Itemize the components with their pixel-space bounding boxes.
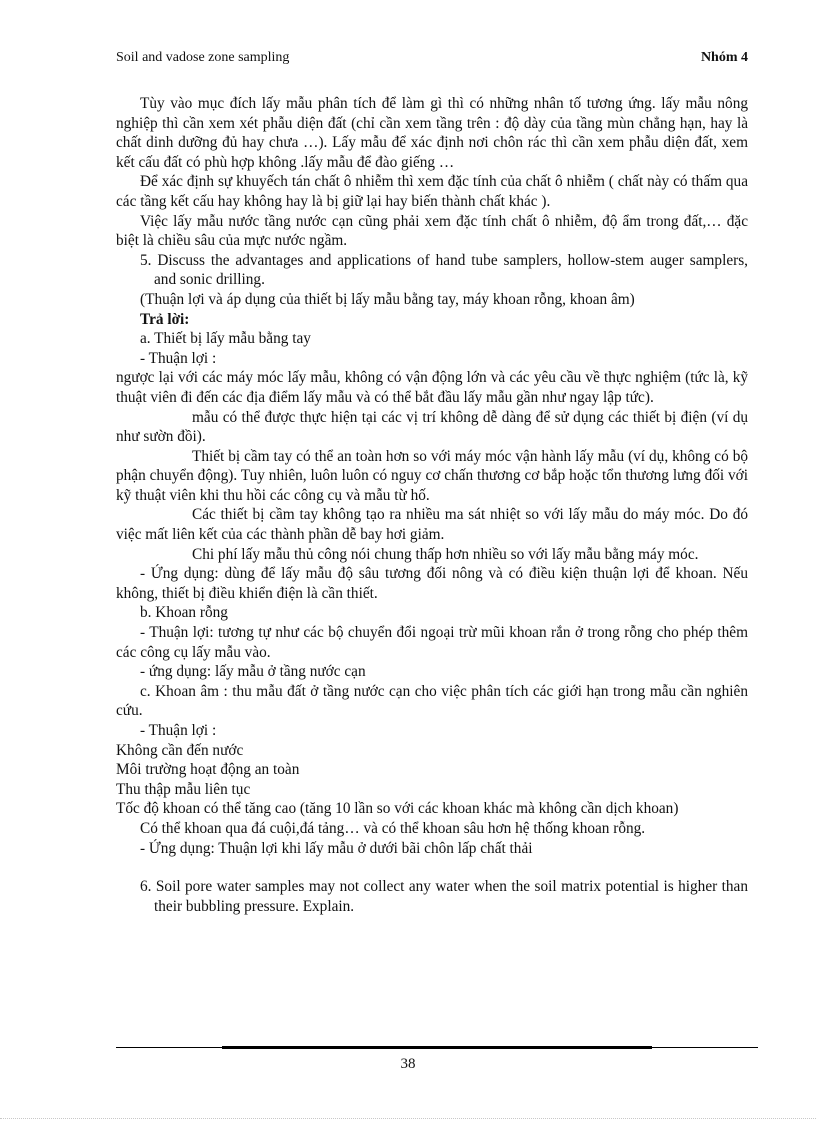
header-group-name: Nhóm 4	[700, 50, 748, 65]
list-item: Không cần đến nước	[116, 741, 244, 759]
list-item: Tốc độ khoan có thể tăng cao (tăng 10 lần so với các khoan khác mà không cần dịch khoan)	[116, 800, 679, 818]
paragraph: - ứng dụng: lấy mẫu ở tầng nước cạn	[140, 663, 366, 681]
advantages-label: - Thuận lợi :	[140, 722, 217, 739]
paragraph: Việc lấy mẫu nước tầng nước cạn cũng phải xem đặc tính chất ô nhiễm, độ ẩm trong đất,… đặc biệt là chiều sâu của mực nước ngầm.	[116, 212, 748, 250]
page-header	[116, 50, 748, 70]
paragraph: Các thiết bị cầm tay không tạo ra nhiều ma sát nhiệt so với lấy mẫu do máy móc. Do đó việc mất liên kết của các thành phần dễ bay hơi giảm.	[116, 506, 748, 544]
list-item: Thu thập mẫu liên tục	[116, 780, 251, 798]
page-number: 38	[400, 1056, 416, 1072]
spacer	[116, 858, 748, 877]
section-heading-b: b. Khoan rỗng	[140, 604, 228, 622]
section-heading-c: c. Khoan âm : thu mẫu đất ở tầng nước cạn cho việc phân tích các giới hạn trong mẫu cần nghiên cứu.	[116, 682, 748, 720]
paragraph: Thiết bị cầm tay có thể an toàn hơn so với máy móc vận hành lấy mẫu (ví dụ, không có bộ phận chuyển động). Tuy nhiên, luôn luôn có nguy cơ chấn thương cơ bắp hoặc tổn thương lưng đối với kỹ thuật viên khi thu hồi các công cụ và mẫu từ hố.	[116, 447, 748, 504]
paragraph: Chi phí lấy mẫu thủ công nói chung thấp hơn nhiều so với lấy mẫu bằng máy móc.	[192, 545, 699, 563]
paragraph: ngược lại với các máy móc lấy mẫu, không có vận động lớn và các yêu cầu về thực nghiệm (tức là, kỹ thuật viên đi đến các địa điểm lấy mẫu và có thể bắt đầu lấy mẫu gần như ngay lập tức).	[116, 369, 748, 406]
list-item: Có thể khoan qua đá cuội,đá tảng… và có thể khoan sâu hơn hệ thống khoan rỗng.	[140, 819, 646, 837]
section-heading-a: a. Thiết bị lấy mẫu bằng tay	[140, 330, 311, 348]
page-edge	[0, 1118, 816, 1119]
document-body	[116, 94, 748, 916]
paragraph: - Thuận lợi: tương tự như các bộ chuyển đổi ngoại trừ mũi khoan rắn ở trong rỗng cho phép thêm các công cụ lấy mẫu vào.	[116, 624, 748, 661]
question-6: 6. Soil pore water samples may not collect any water when the soil matrix potential is higher than their bubbling pressure. Explain.	[140, 878, 748, 915]
list-item: Môi trường hoạt động an toàn	[116, 761, 300, 779]
header-title: Soil and vadose zone sampling	[116, 50, 290, 65]
advantages-label: - Thuận lợi :	[140, 349, 217, 367]
paragraph: Tùy vào mục đích lấy mẫu phân tích để làm gì thì có những nhân tố tương ứng. lấy mẫu nông nghiệp thì cần xem xét phẫu diện đất (chỉ cần xem tầng trên : độ dày của tầng mùn chẳng hạn, hay là chất dinh dưỡng đủ hay chưa …). Lấy mẫu để xác định nơi chôn rác thì cần xem phẫu diện đất, xem kết cấu đất có phù hợp không .lấy mẫu để đào giếng …	[116, 95, 748, 171]
paragraph: Để xác định sự khuyếch tán chất ô nhiễm thì xem đặc tính của chất ô nhiễm ( chất này có thấm qua các tầng kết cấu hay không hay là bị giữ lại hay biến thành chất khác ).	[116, 173, 748, 210]
applications-paragraph: - Ứng dụng: dùng để lấy mẫu độ sâu tương đối nông và có điều kiện thuận lợi để khoan. Nếu không, thiết bị điều khiển điện là cần thiết.	[116, 565, 748, 602]
footer-rule-thick	[222, 1046, 652, 1049]
applications-paragraph: - Ứng dụng: Thuận lợi khi lấy mẫu ở dưới bãi chôn lấp chất thải	[140, 839, 533, 857]
question-5: 5. Discuss the advantages and applications of hand tube samplers, hollow-stem auger samplers, and sonic drilling.	[140, 251, 748, 289]
paragraph: mẫu có thể được thực hiện tại các vị trí không dễ dàng để sử dụng các thiết bị điện (ví dụ như sườn đồi).	[116, 408, 748, 446]
question-5-translation: (Thuận lợi và áp dụng của thiết bị lấy mẫu bằng tay, máy khoan rỗng, khoan âm)	[140, 290, 635, 308]
answer-heading: Trả lời:	[140, 310, 190, 328]
